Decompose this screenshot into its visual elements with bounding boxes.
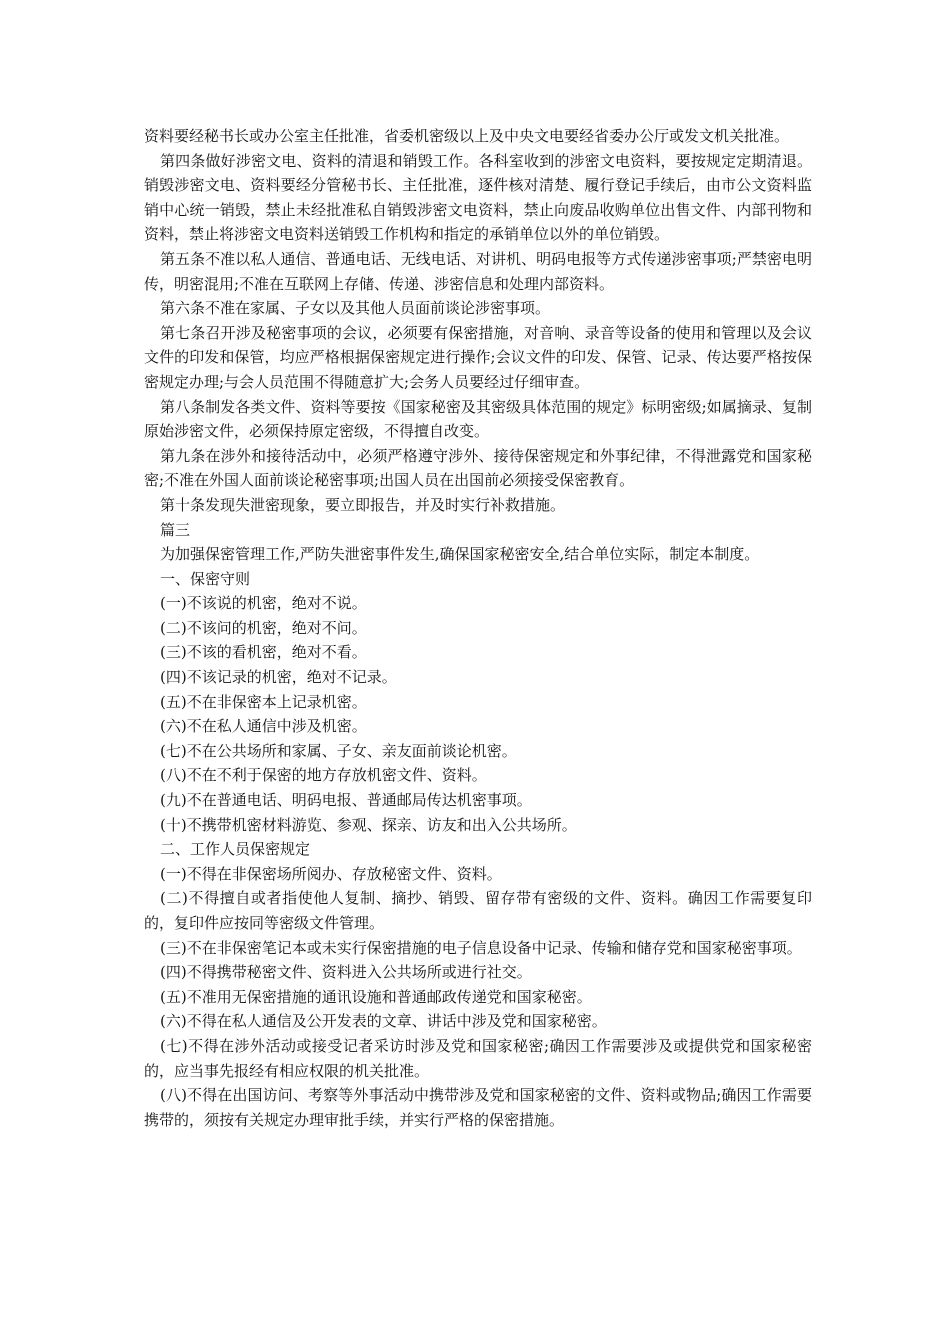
section-heading-staff-rules: 二、工作人员保密规定 xyxy=(160,840,311,859)
list-item-rule-10: (十)不携带机密材料游览、参观、探亲、访友和出入公共场所。 xyxy=(160,815,577,834)
section-heading-rules: 一、保密守则 xyxy=(160,569,251,588)
list-item-rule-7: (七)不在公共场所和家属、子女、亲友面前谈论机密。 xyxy=(160,741,517,760)
list-item-staff-6: (六)不得在私人通信及公开发表的文章、讲话中涉及党和国家秘密。 xyxy=(160,1012,607,1031)
list-item-staff-5: (五)不准用无保密措施的通讯设施和普通邮政传递党和国家秘密。 xyxy=(160,987,592,1006)
paragraph-article-5: 第五条不准以私人通信、普通电话、无线电话、对讲机、明码电报等方式传递涉密事项;严禁密电明传，明密混用;不准在互联网上存储、传递、涉密信息和处理内部资料。 xyxy=(144,249,812,293)
list-item-rule-5: (五)不在非保密本上记录机密。 xyxy=(160,692,367,711)
section-heading-part-three: 篇三 xyxy=(160,520,191,539)
list-item-staff-4: (四)不得携带秘密文件、资料进入公共场所或进行社交。 xyxy=(160,963,532,982)
list-item-rule-4: (四)不该记录的机密，绝对不记录。 xyxy=(160,668,397,687)
list-item-staff-7: (七)不得在涉外活动或接受记者采访时涉及党和国家秘密;确因工作需要涉及或提供党和国家秘密的，应当事先报经有相应权限的机关批准。 xyxy=(144,1036,812,1080)
paragraph-article-9: 第九条在涉外和接待活动中，必须严格遵守涉外、接待保密规定和外事纪律，不得泄露党和国家秘密;不准在外国人面前谈论秘密事项;出国人员在出国前必须接受保密教育。 xyxy=(144,446,812,490)
paragraph-article-10: 第十条发现失泄密现象，要立即报告，并及时实行补救措施。 xyxy=(160,495,566,514)
paragraph-continuation: 资料要经秘书长或办公室主任批准，省委机密级以上及中央文电要经省委办公厅或发文机关批准。 xyxy=(144,127,790,145)
paragraph-article-8: 第八条制发各类文件、资料等要按《国家秘密及其密级具体范围的规定》标明密级;如属摘录、复制原始涉密文件，必须保持原定密级，不得擅自改变。 xyxy=(144,397,812,441)
list-item-rule-1: (一)不该说的机密，绝对不说。 xyxy=(160,594,367,613)
list-item-rule-3: (三)不该的看机密，绝对不看。 xyxy=(160,643,367,662)
list-item-rule-6: (六)不在私人通信中涉及机密。 xyxy=(160,717,367,736)
paragraph-article-4: 第四条做好涉密文电、资料的清退和销毁工作。各科室收到的涉密文电资料，要按规定定期清退。销毁涉密文电、资料要经分管秘书长、主任批准，逐件核对清楚、履行登记手续后，由市公文资料监销中心统一销毁，禁止未经批准私自销毁涉密文电资料，禁止向废品收购单位出售文件、内部刊物和资料，禁止将涉密文电资料送销毁工作机构和指定的承销单位以外的单位销毁。 xyxy=(144,151,812,244)
list-item-staff-3: (三)不在非保密笔记本或未实行保密措施的电子信息设备中记录、传输和储存党和国家秘密事项。 xyxy=(160,938,802,957)
list-item-rule-8: (八)不在不利于保密的地方存放机密文件、资料。 xyxy=(160,766,487,785)
list-item-rule-9: (九)不在普通电话、明码电报、普通邮局传达机密事项。 xyxy=(160,791,532,810)
list-item-rule-2: (二)不该问的机密，绝对不问。 xyxy=(160,618,367,637)
list-item-staff-1: (一)不得在非保密场所阅办、存放秘密文件、资料。 xyxy=(160,864,502,883)
paragraph-article-6: 第六条不准在家属、子女以及其他人员面前谈论涉密事项。 xyxy=(160,299,551,318)
list-item-staff-2: (二)不得擅自或者指使他人复制、摘抄、销毁、留存带有密级的文件、资料。确因工作需要复印的，复印件应按同等密级文件管理。 xyxy=(144,889,812,932)
paragraph-article-7: 第七条召开涉及秘密事项的会议，必须要有保密措施，对音响、录音等设备的使用和管理以及会议文件的印发和保管，均应严格根据保密规定进行操作;会议文件的印发、保管、记录、传达要严格按保密规定办理;与会人员范围不得随意扩大;会务人员要经过仔细审查。 xyxy=(144,323,812,391)
document-body xyxy=(144,124,812,1132)
list-item-staff-8: (八)不得在出国访问、考察等外事活动中携带涉及党和国家秘密的文件、资料或物品;确因工作需要携带的，须按有关规定办理审批手续，并实行严格的保密措施。 xyxy=(144,1086,812,1129)
paragraph-intro: 为加强保密管理工作,严防失泄密事件发生,确保国家秘密安全,结合单位实际，制定本制度。 xyxy=(160,545,760,564)
